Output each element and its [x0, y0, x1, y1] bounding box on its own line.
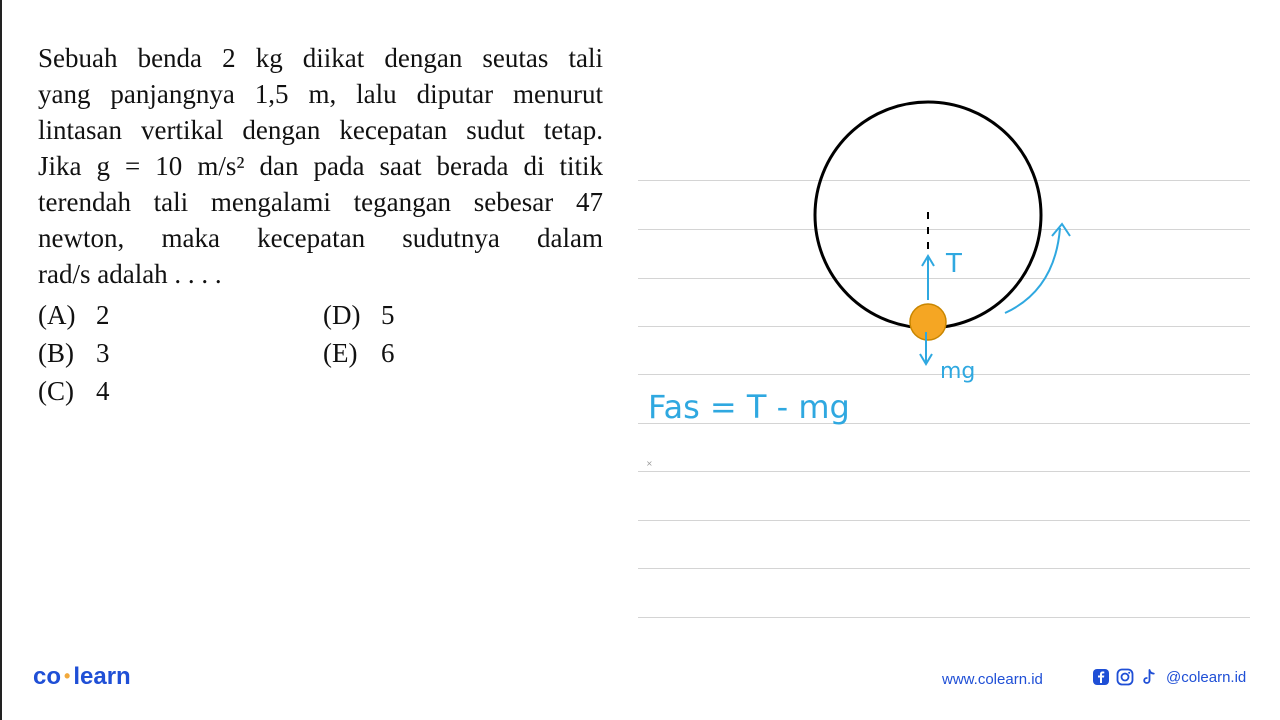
net-force-equation: Fas = T - mg [648, 388, 850, 426]
question-line: newton, maka kecepatan sudutnya dalam [38, 223, 603, 253]
option-a[interactable]: (A) 2 [38, 300, 110, 330]
option-d[interactable]: (D) 5 [323, 300, 395, 330]
website-link[interactable]: www.colearn.id [942, 671, 1043, 688]
small-mark: × [646, 459, 653, 468]
social-links [1092, 668, 1246, 686]
option-b[interactable]: (B) 3 [38, 338, 110, 368]
tiktok-icon[interactable] [1140, 668, 1158, 686]
question-line: lintasan vertikal dengan kecepatan sudut tetap. [38, 115, 603, 145]
colearn-logo[interactable]: co • learn [33, 663, 131, 690]
instagram-icon[interactable] [1116, 668, 1134, 686]
question-line: rad/s adalah . . . . [38, 259, 222, 289]
weight-label: mg [940, 359, 976, 384]
question-line: yang panjangnya 1,5 m, lalu diputar menurut [38, 79, 603, 109]
logo-dot: • [64, 666, 71, 686]
social-handle[interactable]: @colearn.id [1166, 668, 1247, 686]
question-line: terendah tali mengalami tegangan sebesar 47 [38, 187, 603, 217]
facebook-icon[interactable] [1092, 668, 1110, 686]
option-e[interactable]: (E) 6 [323, 338, 395, 368]
question-line: Jika g = 10 m/s² dan pada saat berada di titik [38, 151, 603, 181]
tension-label: T [946, 249, 962, 279]
mass-ball [910, 304, 946, 340]
tension-arrow [922, 256, 934, 300]
question-line: Sebuah benda 2 kg diikat dengan seutas tali [38, 43, 603, 73]
option-c[interactable]: (C) 4 [38, 376, 110, 406]
